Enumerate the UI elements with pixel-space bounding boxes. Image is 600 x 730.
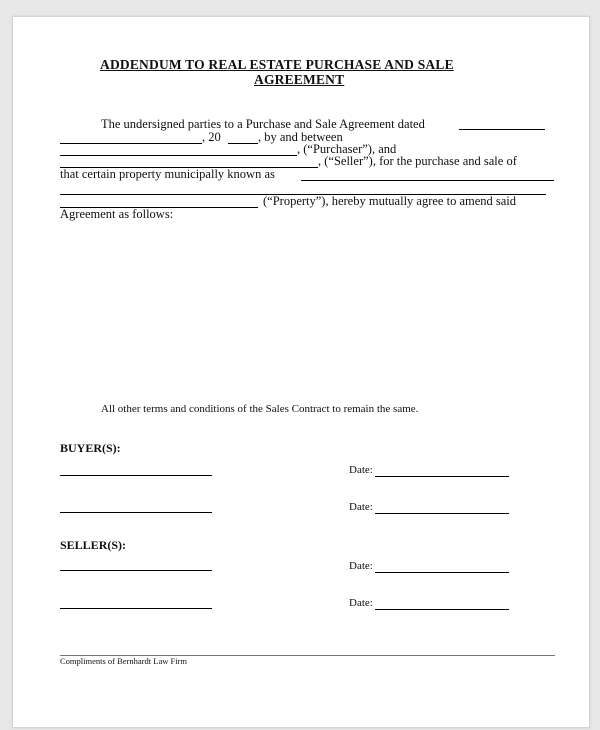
document-title-line2: AGREEMENT [254,72,345,87]
property-text: (“Property”), hereby mutually agree to amend said [263,194,517,208]
intro-text: The undersigned parties to a Purchase and Sale Agreement dated [101,117,425,131]
purchaser-text: , (“Purchaser”), and [297,142,397,156]
seller-2-date-label: Date: [349,597,373,609]
buyers-label: BUYER(S): [60,441,121,455]
year-blank[interactable] [228,143,258,144]
sellers-label: SELLER(S): [60,538,127,552]
other-terms-text: All other terms and conditions of the Sales Contract to remain the same. [101,403,419,415]
purchaser-name-blank[interactable] [60,155,297,156]
buyer-2-date-line[interactable] [375,513,509,514]
document-page [12,16,590,728]
seller-2-date-line[interactable] [375,609,509,610]
date-blank-2[interactable] [60,143,202,144]
seller-1-date-label: Date: [349,560,373,572]
seller-1-signature-line[interactable] [60,570,212,571]
year-prefix-text: , 20 [202,130,221,144]
seller-text: , (“Seller”), for the purchase and sale of [318,154,517,168]
buyer-1-signature-line[interactable] [60,475,212,476]
buyer-1-date-label: Date: [349,464,373,476]
document-title-line1: ADDENDUM TO REAL ESTATE PURCHASE AND SALE [100,57,454,72]
buyer-1-date-line[interactable] [375,476,509,477]
seller-1-date-line[interactable] [375,572,509,573]
footer-text: Compliments of Bernhardt Law Firm [60,656,188,666]
property-address-blank-1[interactable] [301,180,554,181]
seller-2-signature-line[interactable] [60,608,212,609]
by-and-between-text: , by and between [258,130,343,144]
date-blank-1[interactable] [459,129,545,130]
buyer-2-date-label: Date: [349,501,373,513]
agreement-follows-text: Agreement as follows: [60,207,174,221]
buyer-2-signature-line[interactable] [60,512,212,513]
known-as-text: that certain property municipally known as [60,167,275,181]
